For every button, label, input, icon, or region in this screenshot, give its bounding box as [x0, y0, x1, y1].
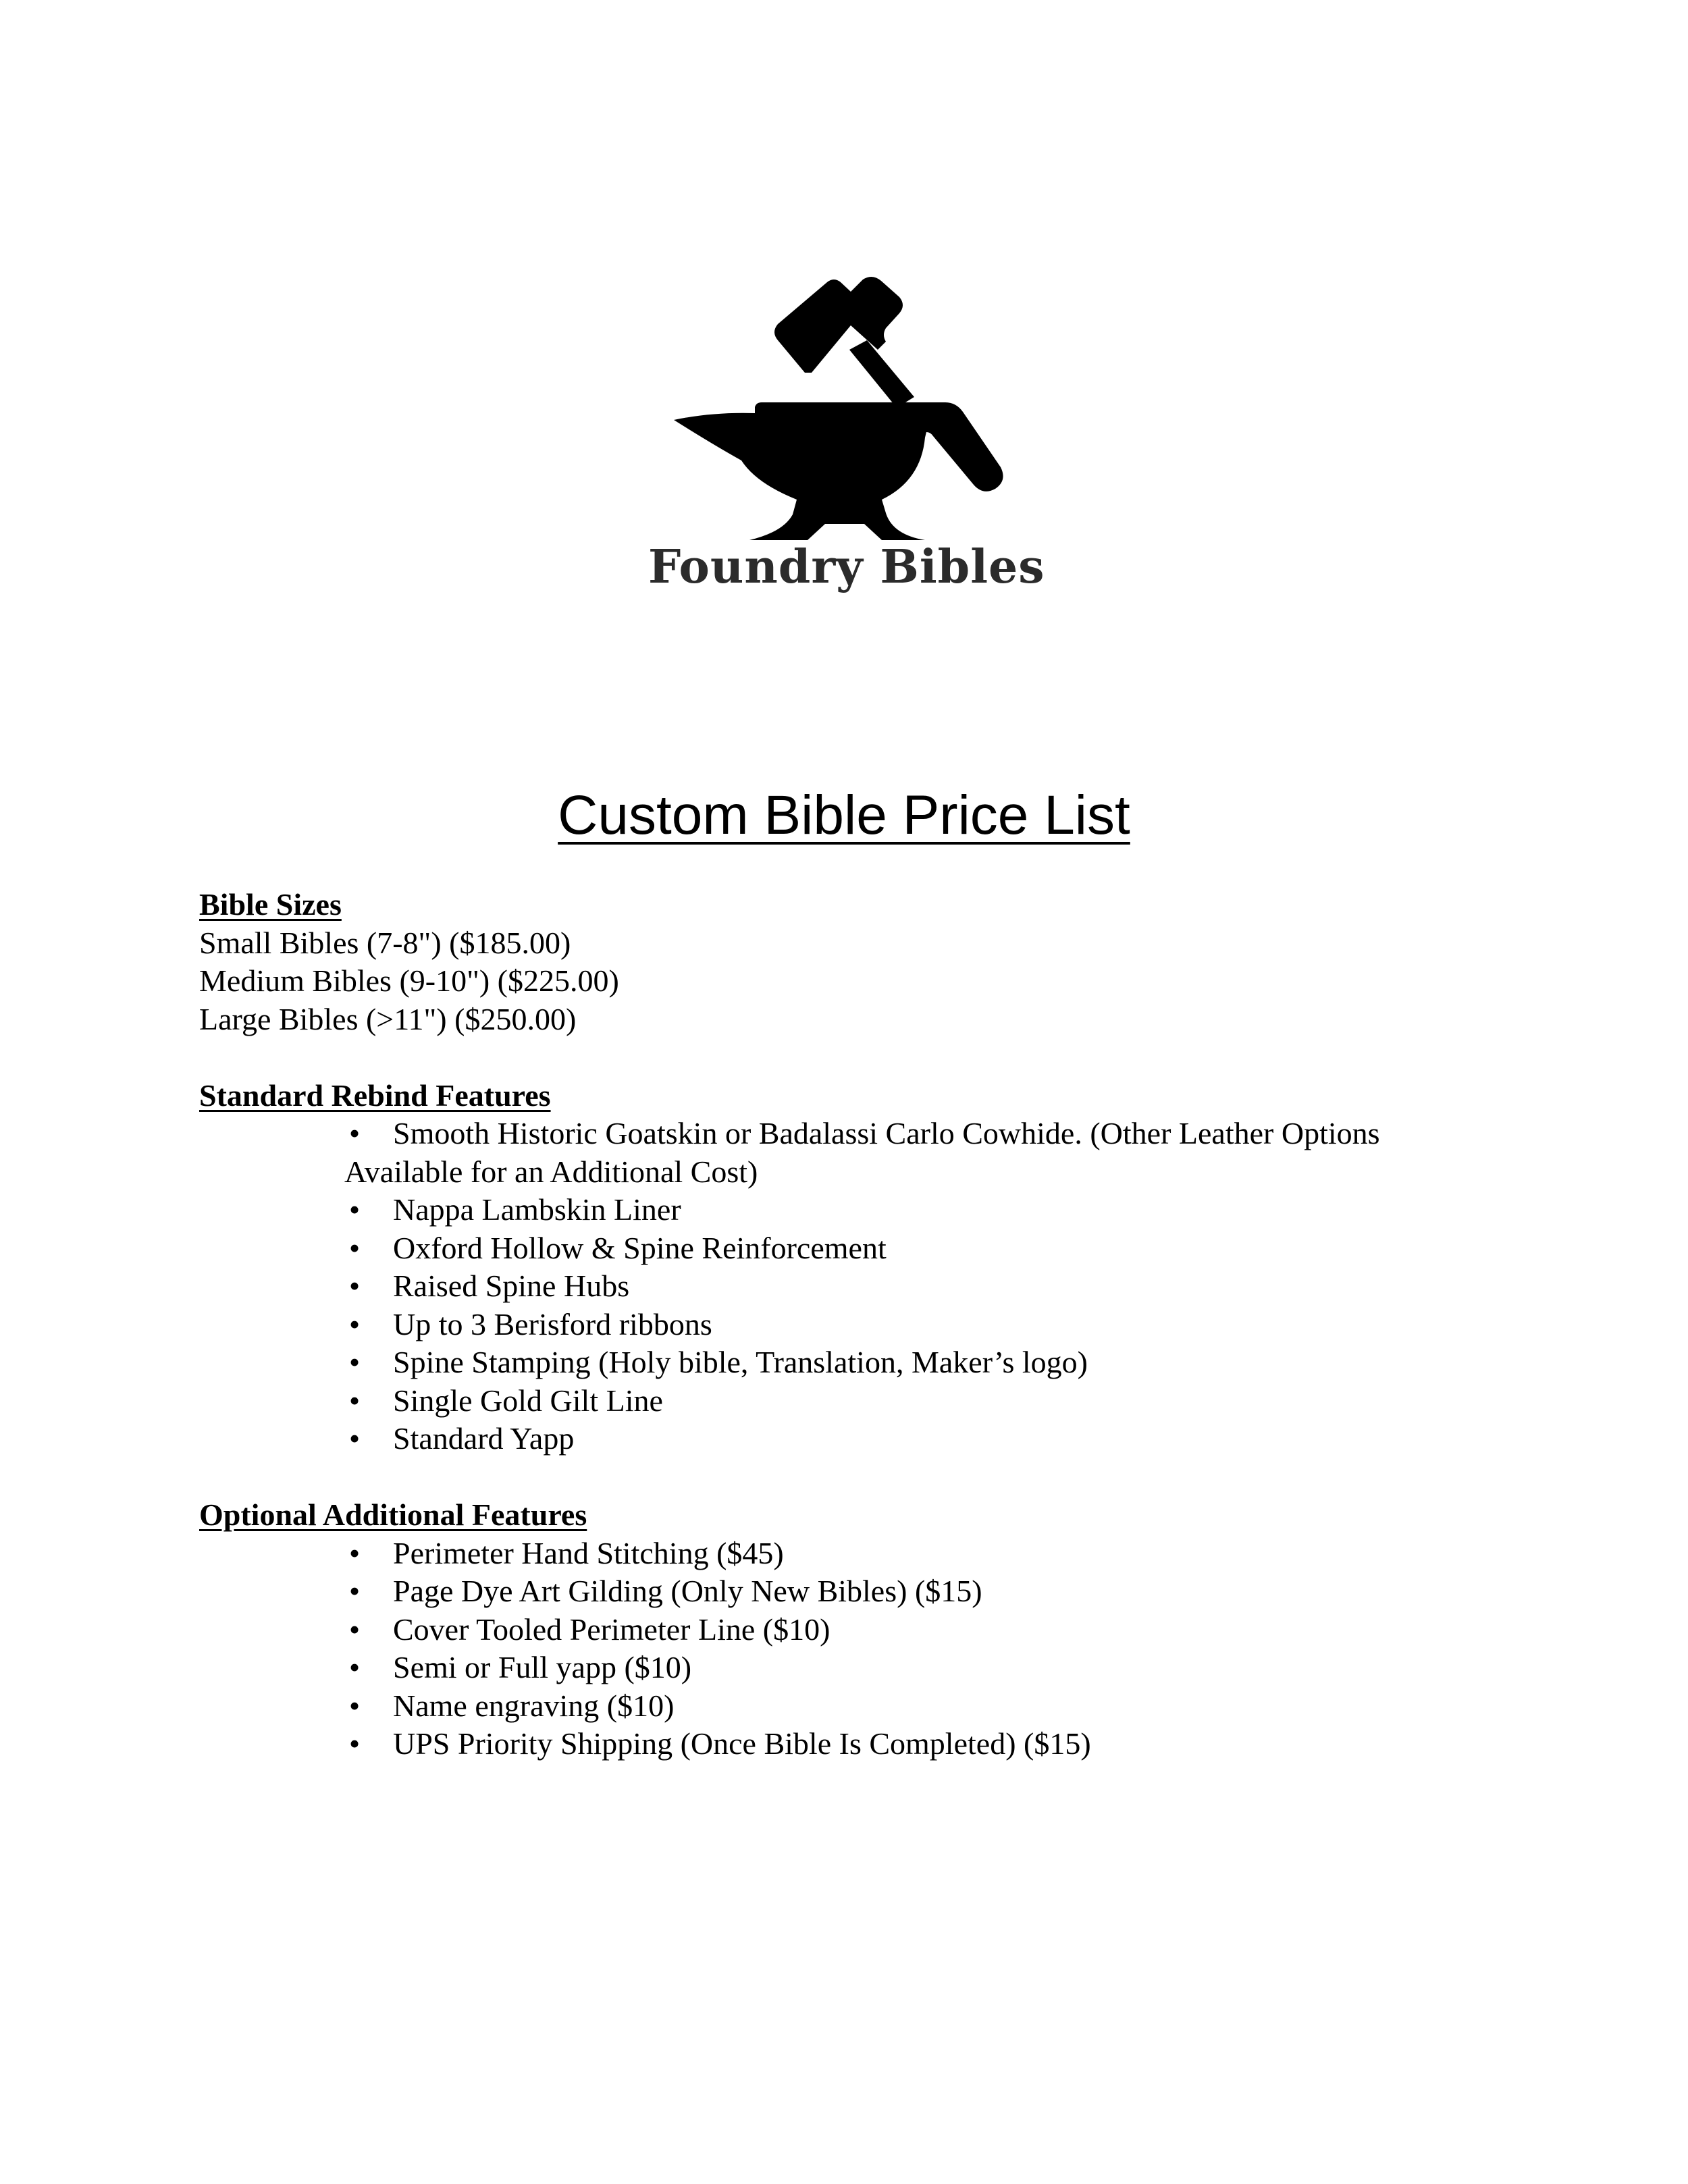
bullet-icon: •	[348, 1116, 361, 1150]
list-item	[344, 1306, 1550, 1344]
list-item	[344, 1267, 1550, 1306]
list-item	[344, 1649, 1550, 1687]
bullet-icon: •	[348, 1383, 361, 1418]
bullet-icon: •	[348, 1269, 361, 1303]
list-item-text: Smooth Historic Goatskin or Badalassi Carlo Cowhide. (Other Leather Options Available for an Additional Cost)	[344, 1116, 1380, 1189]
page-title: Custom Bible Price List	[558, 784, 1130, 846]
optional-features-list	[199, 1535, 1550, 1763]
size-item: Medium Bibles (9-10") ($225.00)	[199, 963, 619, 998]
list-item-text: Perimeter Hand Stitching ($45)	[393, 1535, 784, 1570]
bullet-icon: •	[348, 1688, 361, 1723]
list-item	[344, 1115, 1452, 1191]
bullet-icon: •	[348, 1421, 361, 1456]
foundry-bibles-logo	[648, 270, 1045, 635]
bullet-icon: •	[348, 1192, 361, 1227]
list-item-text: Single Gold Gilt Line	[393, 1383, 663, 1418]
bullet-icon: •	[348, 1535, 361, 1570]
bullet-icon: •	[348, 1345, 361, 1379]
list-item-text: Spine Stamping (Holy bible, Translation, Maker’s logo)	[393, 1345, 1088, 1379]
anvil-hammer-icon	[648, 270, 1040, 540]
list-item	[344, 1611, 1550, 1649]
bullet-icon: •	[348, 1230, 361, 1265]
list-item	[344, 1382, 1550, 1420]
price-list-content	[199, 886, 1550, 1763]
list-item-text: Oxford Hollow & Spine Reinforcement	[393, 1230, 887, 1265]
list-item-text: Page Dye Art Gilding (Only New Bibles) ($15)	[393, 1574, 982, 1608]
optional-features-heading: Optional Additional Features	[199, 1497, 587, 1532]
list-item	[344, 1572, 1550, 1611]
list-item	[344, 1535, 1550, 1573]
bullet-icon: •	[348, 1650, 361, 1684]
list-item-text: Name engraving ($10)	[393, 1688, 675, 1723]
bullet-icon: •	[348, 1574, 361, 1608]
logo-text: Foundry Bibles	[648, 540, 1045, 594]
list-item	[344, 1420, 1550, 1458]
list-item	[344, 1343, 1550, 1382]
spacer	[199, 1458, 1550, 1497]
bible-sizes-heading: Bible Sizes	[199, 887, 342, 922]
list-item-text: Up to 3 Berisford ribbons	[393, 1306, 712, 1341]
spacer	[199, 1038, 1550, 1077]
list-item	[344, 1229, 1550, 1268]
list-item	[344, 1687, 1550, 1726]
list-item-text: Semi or Full yapp ($10)	[393, 1650, 692, 1684]
list-item-text: Raised Spine Hubs	[393, 1269, 630, 1303]
standard-features-list	[199, 1115, 1550, 1458]
list-item	[344, 1191, 1550, 1229]
bullet-icon: •	[348, 1612, 361, 1647]
size-item: Large Bibles (>11") ($250.00)	[199, 1001, 577, 1036]
list-item-text: Standard Yapp	[393, 1421, 575, 1456]
list-item-text: Cover Tooled Perimeter Line ($10)	[393, 1612, 830, 1647]
bullet-icon: •	[348, 1306, 361, 1341]
list-item-text: Nappa Lambskin Liner	[393, 1192, 681, 1227]
standard-features-heading: Standard Rebind Features	[199, 1077, 551, 1113]
list-item	[344, 1725, 1550, 1763]
size-item: Small Bibles (7-8") ($185.00)	[199, 925, 571, 960]
bullet-icon: •	[348, 1726, 361, 1761]
list-item-text: UPS Priority Shipping (Once Bible Is Completed) ($15)	[393, 1726, 1091, 1761]
